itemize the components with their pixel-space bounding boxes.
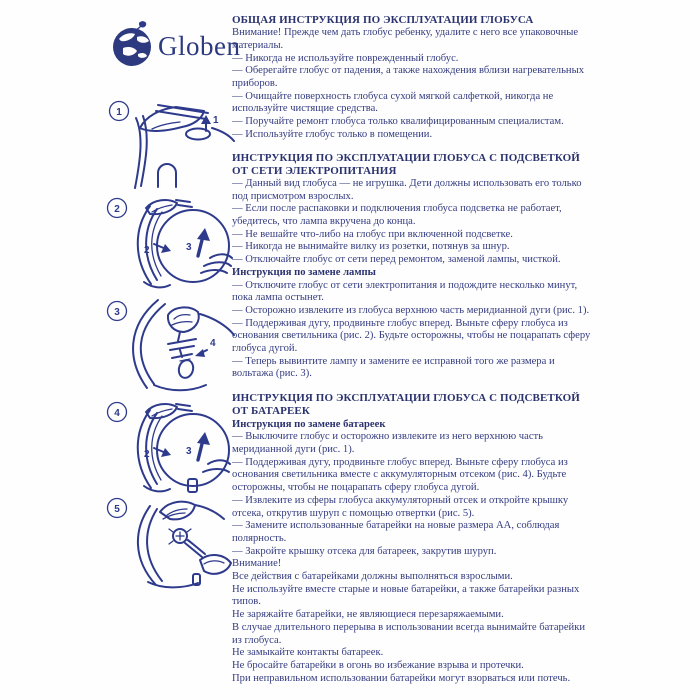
paragraph: — Отключите глобус от сети электропитания и подождите несколько минут, пока лампа остынет. [232,279,578,304]
base-curve [148,582,198,587]
paragraph: Все действия с батарейками должны выполняться взрослыми. [232,571,513,583]
paragraph: — Поддерживая дугу, продвиньте глобус вперед. Выньте сферу глобуса из основания светильника вместе с аккумуляторным отсеком (рис. 4). Будьте осторожны, чтобы не поцарапать сферу глобуса дугой. [232,456,568,494]
globe-sphere [157,210,229,282]
section-heading: ИНСТРУКЦИЯ ПО ЭКСПЛУАТАЦИИ ГЛОБУСА С ПОДСВЕТКОЙ ОТ СЕТИ ЭЛЕКТРОПИТАНИЯ [232,151,580,177]
svg-text:4: 4 [114,408,120,419]
arm-right [195,505,224,519]
paragraph: Не бросайте батарейки в огонь во избежание взрыва и протечки. [232,659,524,671]
brand-name: Globen [158,31,241,61]
figure-3-replace-lamp [100,297,235,393]
paragraph: Не используйте вместе старые и новые батарейки, а также батарейки разных типов. [232,583,580,608]
arc-top-pin [176,200,192,207]
svg-text:1: 1 [116,107,122,118]
svg-text:4: 4 [210,338,216,349]
svg-text:3: 3 [186,446,192,457]
svg-text:3: 3 [186,242,192,253]
paragraph: — Используйте глобус только в помещении. [232,128,433,140]
section-battery-powered-light [232,392,595,685]
paragraph: — Если после распаковки и подключения глобуса подсветка не работает, убедитесь, что лампа вкручена до конца. [232,203,562,228]
paragraph: — Данный вид глобуса — не игрушка. Дети должны использовать его только под присмотром взрослых. [232,177,582,202]
paragraph: Внимание! [232,558,282,570]
paragraph: Не заряжайте батарейки, не являющиеся перезаряжаемыми. [232,609,504,621]
screwdriver-shaft [185,540,205,557]
brand-logo [111,20,240,73]
paragraph: — Оберегайте глобус от падения, а также нахождения вблизи нагревательных приборов. [232,65,585,90]
paragraph: — Никогда не используйте поврежденный глобус. [232,52,459,64]
paragraph: — Теперь вывинтите лампу и замените ее исправной того же размера и вольтажа (рис. 3). [232,355,555,380]
instruction-text-column [232,14,595,685]
section-mains-powered-light [232,152,595,382]
svg-text:3: 3 [114,307,120,318]
arc-top-pin [176,404,192,411]
svg-text:2: 2 [114,204,120,215]
svg-text:1: 1 [213,115,219,126]
lamp-socket [168,332,196,358]
paragraph: Внимание! Прежде чем дать глобус ребенку, удалите с него все упаковочные материалы. [232,27,579,51]
paragraph: — Очищайте поверхность глобуса сухой мягкой салфеткой, никогда не используйте чистящие средства. [232,90,554,115]
paragraph: — Осторожно извлеките из глобуса верхнюю часть меридианной дуги (рис. 1). [232,304,590,316]
paragraph: Не замыкайте контакты батареек. [232,647,384,659]
paragraph: — Закройте крышку отсека для батареек, закрутив шуруп. [232,545,497,557]
fist [168,307,199,332]
lamp-bulb [177,358,195,379]
paragraph: — Не вешайте что-либо на глобус при включенной подсветке. [232,228,513,240]
globe-icon [111,20,157,73]
figure-2-slide-globe-forward [100,196,235,292]
subsection-heading: Инструкция по замене батареек [232,418,386,430]
svg-text:2: 2 [144,245,150,256]
base-curve [144,486,170,491]
paragraph: — Поручайте ремонт глобуса только квалифицированным специалистам. [232,116,564,128]
paragraph: — Замените использованные батарейки на новые размера АА, соблюдая полярность. [232,520,560,544]
section-heading: ОБЩАЯ ИНСТРУКЦИЯ ПО ЭКСПЛУАТАЦИИ ГЛОБУСА [232,14,534,26]
paragraph: В случае длительного перерыва в использовании всегда вынимайте батарейки из глобуса. [232,621,586,646]
svg-text:2: 2 [144,449,150,460]
paragraph: — Извлеките из сферы глобуса аккумуляторный отсек и откройте крышку отсека, открутив шуруп с помощью отвертки (рис. 5). [232,494,569,519]
paragraph: — Отключайте глобус от сети перед ремонтом, заменой лампы, чисткой. [232,254,561,266]
hand-screwdriver [200,555,231,574]
arm-right [200,314,234,335]
paragraph: — Поддерживая дугу, продвиньте глобус вперед. Выньте сферу глобуса из основания светильника (рис. 2). Будьте осторожны, чтобы не поцарапать сферу глобуса дугой. [232,317,591,355]
globe-sphere [157,414,229,486]
svg-text:5: 5 [114,504,120,515]
figure-1-remove-meridian-top [100,98,235,194]
figure-4-remove-sphere-with-battery-box [100,400,235,496]
stand-part [158,164,176,187]
section-heading: ИНСТРУКЦИЯ ПО ЭКСПЛУАТАЦИИ ГЛОБУСА С ПОДСВЕТКОЙ ОТ БАТАРЕЕК [232,392,580,418]
base-curve [144,282,170,287]
paragraph: При неправильном использовании батарейки могут взорваться или потечь. [232,672,571,684]
figure-5-unscrew-battery-cover [100,494,235,590]
section-general-instructions [232,14,595,142]
paragraph: — Выключите глобус и осторожно извлеките из него верхнюю часть меридианной дуги (рис. 1). [232,431,543,455]
base-curve [154,385,206,390]
paragraph: — Никогда не вынимайте вилку из розетки, потянув за шнур. [232,241,510,253]
subsection-heading: Инструкция по замене лампы [232,266,376,278]
